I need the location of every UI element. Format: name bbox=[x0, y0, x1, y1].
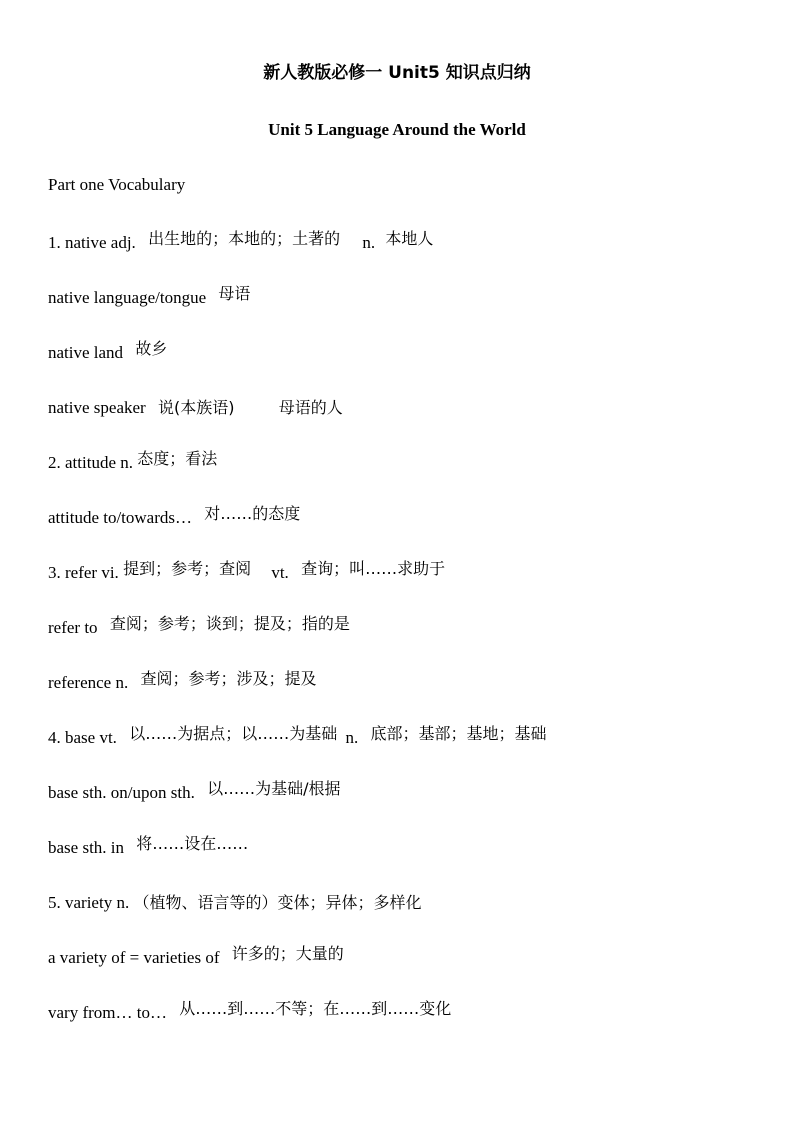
vocab-line bbox=[48, 450, 217, 473]
vocab-meaning: 查阅；参考；谈到；提及；指的是 bbox=[109, 614, 350, 633]
vocab-line bbox=[48, 1000, 451, 1023]
vocab-meaning: 本地人 bbox=[385, 229, 434, 248]
vocab-line bbox=[48, 780, 341, 803]
vocab-term: 5. variety n. bbox=[48, 893, 130, 912]
vocab-meaning: 底部；基部；基地；基础 bbox=[370, 724, 547, 743]
vocab-term: native language/tongue bbox=[48, 288, 207, 307]
vocab-line bbox=[48, 505, 300, 528]
vocab-term: base sth. on/upon sth. bbox=[48, 783, 195, 802]
vocab-meaning: 将……设在…… bbox=[136, 834, 249, 853]
vocab-meaning: 母语的人 bbox=[278, 398, 343, 417]
vocab-term: native land bbox=[48, 343, 124, 362]
vocab-term: attitude to/towards… bbox=[48, 508, 193, 527]
vocab-term: base sth. in bbox=[48, 838, 125, 857]
vocab-meaning: 提到；参考；查阅 bbox=[123, 559, 252, 578]
vocab-term: refer to bbox=[48, 618, 98, 637]
document-title: 新人教版必修一 Unit5 知识点归纳 bbox=[263, 63, 531, 83]
vocab-meaning: 许多的；大量的 bbox=[231, 944, 344, 963]
vocab-pos: vt. bbox=[271, 563, 289, 582]
vocab-line bbox=[48, 890, 421, 913]
vocab-term: 4. base vt. bbox=[48, 728, 117, 747]
vocab-pos: n. bbox=[362, 233, 376, 252]
section-heading: Part one Vocabulary bbox=[48, 175, 186, 194]
vocab-meaning: 对……的态度 bbox=[204, 504, 301, 523]
vocab-meaning: 以……为基础/根据 bbox=[207, 779, 341, 798]
vocab-meaning: 母语 bbox=[218, 284, 251, 303]
vocab-line bbox=[48, 230, 433, 253]
vocab-meaning: 出生地的；本地的；土著的 bbox=[148, 229, 341, 248]
vocab-line bbox=[48, 615, 350, 638]
vocab-line bbox=[48, 560, 445, 583]
vocab-term: native speaker bbox=[48, 398, 146, 417]
vocab-line bbox=[48, 725, 546, 748]
vocab-line bbox=[48, 670, 316, 693]
vocab-term: 2. attitude n. bbox=[48, 453, 133, 472]
vocab-meaning: 查询；叫……求助于 bbox=[301, 559, 446, 578]
vocab-term: reference n. bbox=[48, 673, 129, 692]
unit-title: Unit 5 Language Around the World bbox=[268, 120, 526, 139]
vocab-meaning: （植物、语言等的）变体；异体；多样化 bbox=[133, 893, 422, 912]
vocab-line bbox=[48, 340, 167, 363]
vocab-pos: n. bbox=[345, 728, 359, 747]
vocab-meaning: 从……到……不等；在……到……变化 bbox=[179, 999, 452, 1018]
vocab-term: 3. refer vi. bbox=[48, 563, 119, 582]
vocab-meaning: 态度；看法 bbox=[137, 449, 218, 468]
vocab-line bbox=[48, 945, 344, 968]
vocab-meaning: 以……为据点；以……为基础 bbox=[129, 724, 338, 743]
vocab-term: a variety of = varieties of bbox=[48, 948, 220, 967]
vocab-line bbox=[48, 395, 343, 418]
vocab-meaning: 说(本族语) bbox=[157, 398, 235, 417]
vocab-meaning: 故乡 bbox=[135, 339, 168, 358]
vocab-line bbox=[48, 285, 250, 308]
vocab-meaning: 查阅；参考；涉及；提及 bbox=[140, 669, 317, 688]
vocab-line bbox=[48, 835, 248, 858]
vocab-term: vary from… to… bbox=[48, 1003, 167, 1022]
vocab-term: 1. native adj. bbox=[48, 233, 136, 252]
